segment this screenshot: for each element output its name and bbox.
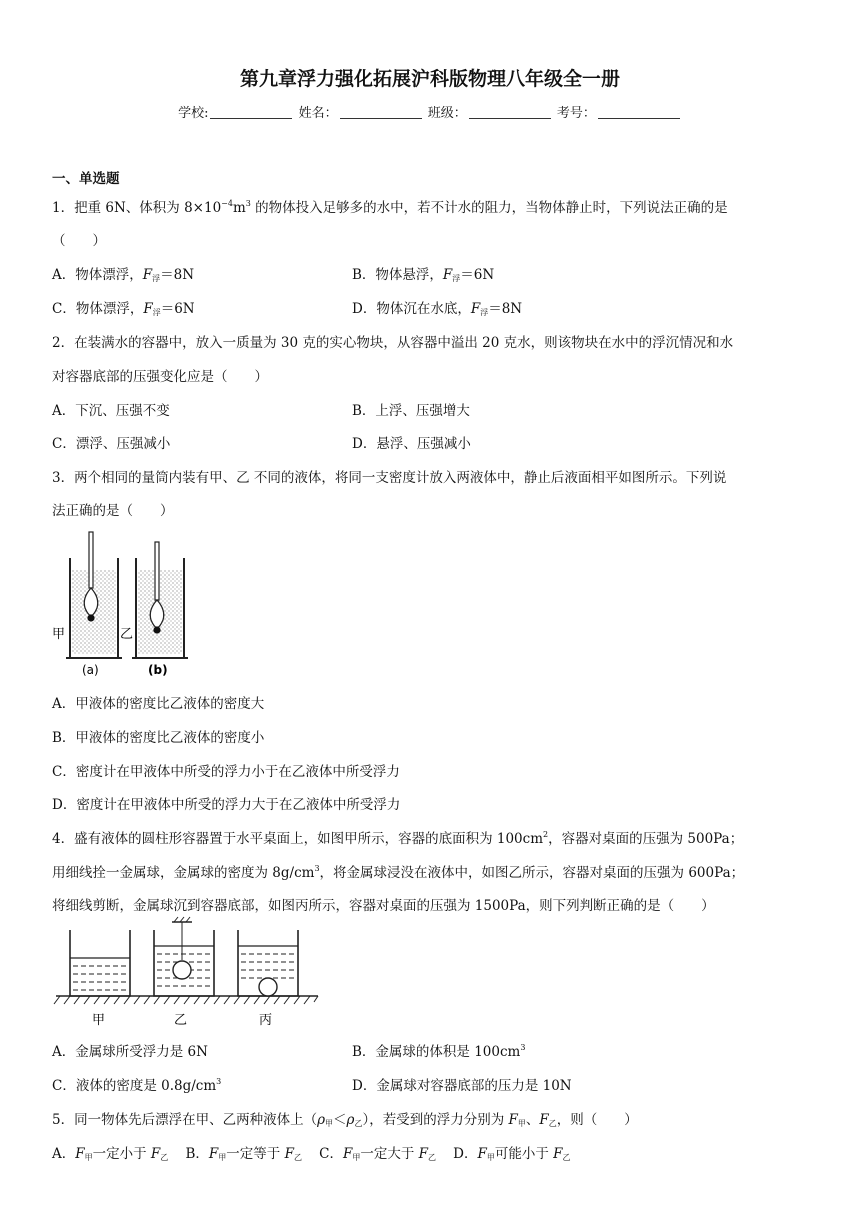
q4-label-bing: 丙 bbox=[259, 1013, 273, 1028]
q1-a-sub: 浮 bbox=[152, 274, 161, 283]
q4-container-figure bbox=[52, 916, 322, 1032]
q1-c-val: ＝6N bbox=[160, 301, 195, 317]
q1-d-sub: 浮 bbox=[480, 308, 489, 317]
q1-a-label: A．物体漂浮， bbox=[52, 267, 143, 283]
q5-b-f1: F bbox=[208, 1146, 219, 1162]
name-blank[interactable] bbox=[340, 105, 422, 119]
q1-text-c: 的物体投入足够多的水中，若不计水的阻力，当物体静止时，下列说法正确的是 bbox=[250, 200, 728, 216]
q1-stem-line1 bbox=[52, 196, 728, 216]
q5-text-a: 5．同一物体先后漂浮在甲、乙两种液体上（ bbox=[52, 1112, 318, 1128]
q4-text-1b: ，容器对桌面的压强为 500Pa； bbox=[548, 831, 744, 847]
q4-c-exp: 3 bbox=[216, 1077, 222, 1086]
school-blank[interactable] bbox=[210, 105, 292, 119]
q5-d-s1: 甲 bbox=[486, 1153, 495, 1162]
q2-option-c[interactable]: C．漂浮、压强减小 bbox=[52, 436, 171, 452]
container-bing bbox=[238, 930, 298, 996]
q5-f2: F bbox=[539, 1112, 549, 1128]
q4-option-d[interactable]: D．金属球对容器底部的压力是 10N bbox=[352, 1078, 572, 1094]
q4-cu-exp: 3 bbox=[314, 864, 320, 873]
q2-option-d[interactable]: D．悬浮、压强减小 bbox=[352, 436, 471, 452]
q5-a-s2: 乙 bbox=[160, 1153, 169, 1162]
q1-exponent: −4 bbox=[221, 199, 233, 208]
q1-b-val: ＝6N bbox=[460, 267, 495, 283]
section-title: 一、单选题 bbox=[52, 171, 120, 187]
q1-option-b[interactable] bbox=[352, 263, 494, 284]
q5-c-f2: F bbox=[418, 1146, 428, 1162]
q5-d-f1: F bbox=[477, 1146, 487, 1162]
q1-b-f: F bbox=[442, 267, 453, 283]
q5-option-b[interactable] bbox=[185, 1146, 301, 1162]
q5-b-l: B． bbox=[185, 1146, 209, 1162]
q5-option-d[interactable] bbox=[453, 1146, 570, 1162]
q5-a-m: 一定小于 bbox=[92, 1146, 151, 1162]
q5-c-s1: 甲 bbox=[352, 1153, 361, 1162]
q5-d-l: D． bbox=[453, 1146, 478, 1162]
q1-c-sub: 浮 bbox=[152, 308, 161, 317]
q4-c-text: C．液体的密度是 0.8g/cm bbox=[52, 1078, 217, 1094]
q4-option-a[interactable]: A．金属球所受浮力是 6N bbox=[52, 1044, 208, 1060]
q5-option-a[interactable] bbox=[52, 1146, 168, 1162]
q3-option-c[interactable]: C．密度计在甲液体中所受的浮力小于在乙液体中所受浮力 bbox=[52, 764, 400, 780]
q5-rho2: ρ bbox=[346, 1112, 355, 1128]
q5-rho1: ρ bbox=[317, 1112, 326, 1128]
q4-label-jia: 甲 bbox=[92, 1013, 106, 1028]
q5-b-s1: 甲 bbox=[218, 1153, 227, 1162]
q5-d-s2: 乙 bbox=[562, 1153, 571, 1162]
exam-no-blank[interactable] bbox=[598, 105, 680, 119]
q5-b-m: 一定等于 bbox=[226, 1146, 285, 1162]
q1-c-f: F bbox=[143, 301, 153, 317]
q4-stem-line3: 将细线剪断，金属球沉到容器底部，如图丙所示，容器对桌面的压强为 1500Pa，则下列判断正确的是（ ） bbox=[52, 898, 715, 914]
q1-a-f: F bbox=[142, 267, 153, 283]
q4-text-2a: 用细线拴一金属球，金属球的密度为 8g/cm bbox=[52, 865, 315, 881]
q4-label-yi: 乙 bbox=[174, 1013, 188, 1028]
q5-a-l: A． bbox=[52, 1146, 76, 1162]
q3-hydrometer-figure bbox=[52, 530, 192, 678]
q5-f2-sub: 乙 bbox=[548, 1119, 557, 1128]
school-label: 学校: bbox=[178, 106, 209, 121]
q1-d-val: ＝8N bbox=[488, 301, 523, 317]
container-jia bbox=[70, 930, 130, 996]
q2-stem-line1: 2．在装满水的容器中，放入一质量为 30 克的实心物块，从容器中溢出 20 克水，则该物块在水中的浮沉情况和水 bbox=[52, 335, 734, 351]
q5-c-f1: F bbox=[342, 1146, 353, 1162]
q5-sub-jia: 甲 bbox=[325, 1119, 334, 1128]
q3-label-jia: 甲 bbox=[52, 627, 66, 642]
q3-label-yi: 乙 bbox=[120, 627, 134, 642]
q5-stem bbox=[52, 1108, 638, 1129]
q3-label-a: (a) bbox=[82, 663, 99, 677]
q5-a-f2: F bbox=[150, 1146, 161, 1162]
q5-f1: F bbox=[508, 1112, 518, 1128]
q1-option-d[interactable] bbox=[352, 297, 522, 318]
q2-option-b[interactable]: B．上浮、压强增大 bbox=[352, 403, 470, 419]
q3-option-d[interactable]: D．密度计在甲液体中所受的浮力大于在乙液体中所受浮力 bbox=[52, 797, 401, 813]
page-title: 第九章浮力强化拓展沪科版物理八年级全一册 bbox=[239, 68, 620, 90]
q1-text-a: 1．把重 6N、体积为 8×10 bbox=[52, 200, 222, 216]
q1-option-a[interactable] bbox=[52, 263, 194, 284]
q1-stem-line2: （ ） bbox=[52, 233, 106, 249]
q5-text-b: ），若受到的浮力分别为 bbox=[362, 1112, 509, 1128]
q4-text-2b: ，将金属球浸没在液体中，如图乙所示，容器对桌面的压强为 600Pa； bbox=[319, 865, 745, 881]
q1-c-label: C．物体漂浮， bbox=[52, 301, 144, 317]
q1-d-label: D．物体沉在水底， bbox=[352, 301, 471, 317]
q5-f1-sub: 甲 bbox=[517, 1119, 526, 1128]
q3-option-b[interactable]: B．甲液体的密度比乙液体的密度小 bbox=[52, 730, 265, 746]
q5-a-f1: F bbox=[75, 1146, 85, 1162]
q3-stem-line2: 法正确的是（ ） bbox=[52, 503, 174, 519]
q5-b-f2: F bbox=[284, 1146, 294, 1162]
q5-lt: ＜ bbox=[333, 1112, 347, 1128]
class-label: 班级： bbox=[427, 106, 467, 121]
q2-option-a[interactable]: A．下沉、压强不变 bbox=[52, 403, 170, 419]
q1-b-label: B．物体悬浮， bbox=[352, 267, 443, 283]
q5-c-s2: 乙 bbox=[428, 1153, 436, 1162]
class-blank[interactable] bbox=[469, 105, 551, 119]
name-label: 姓名： bbox=[298, 106, 338, 121]
q5-c-l: C． bbox=[319, 1146, 343, 1162]
q1-d-f: F bbox=[470, 301, 481, 317]
cylinder-a bbox=[66, 532, 122, 658]
q4-stem-line2 bbox=[52, 861, 744, 881]
q1-unit-exponent: 3 bbox=[245, 199, 251, 208]
q4-option-c[interactable] bbox=[52, 1074, 221, 1094]
q4-stem-line1 bbox=[52, 827, 743, 847]
cylinder-b bbox=[132, 542, 188, 658]
q1-a-val: ＝8N bbox=[160, 267, 195, 283]
q3-stem-line1: 3．两个相同的量筒内装有甲、乙 不同的液体，将同一支密度计放入两液体中，静止后液面相平如图所示。下列说 bbox=[52, 470, 727, 486]
q5-c-m: 一定大于 bbox=[360, 1146, 419, 1162]
q5-option-c[interactable] bbox=[319, 1146, 436, 1162]
q5-comma: 、 bbox=[525, 1112, 540, 1128]
q5-options-line bbox=[52, 1142, 571, 1163]
container-yi bbox=[154, 917, 214, 996]
student-info-line bbox=[0, 102, 860, 121]
q1-option-c[interactable] bbox=[52, 297, 195, 318]
q5-d-m: 可能小于 bbox=[494, 1146, 554, 1162]
q4-text-1a: 4．盛有液体的圆柱形容器置于水平桌面上，如图甲所示，容器的底面积为 100cm bbox=[52, 831, 544, 847]
q5-d-f2: F bbox=[553, 1146, 563, 1162]
q5-text-c: ，则（ ） bbox=[556, 1112, 638, 1128]
q1-b-sub: 浮 bbox=[452, 274, 461, 283]
q4-sq-exp: 2 bbox=[543, 830, 549, 839]
exam-no-label: 考号： bbox=[556, 106, 596, 121]
q5-a-s1: 甲 bbox=[84, 1153, 93, 1162]
q1-unit: m bbox=[232, 200, 246, 216]
q4-option-b[interactable] bbox=[352, 1040, 525, 1060]
q4-b-text: B．金属球的体积是 100cm bbox=[352, 1044, 521, 1060]
q3-option-a[interactable]: A．甲液体的密度比乙液体的密度大 bbox=[52, 696, 265, 712]
q2-stem-line2: 对容器底部的压强变化应是（ ） bbox=[52, 369, 268, 385]
q3-label-b: (b) bbox=[148, 663, 168, 677]
q5-sub-yi: 乙 bbox=[354, 1119, 363, 1128]
q4-b-exp: 3 bbox=[520, 1043, 526, 1052]
q5-b-s2: 乙 bbox=[293, 1153, 302, 1162]
